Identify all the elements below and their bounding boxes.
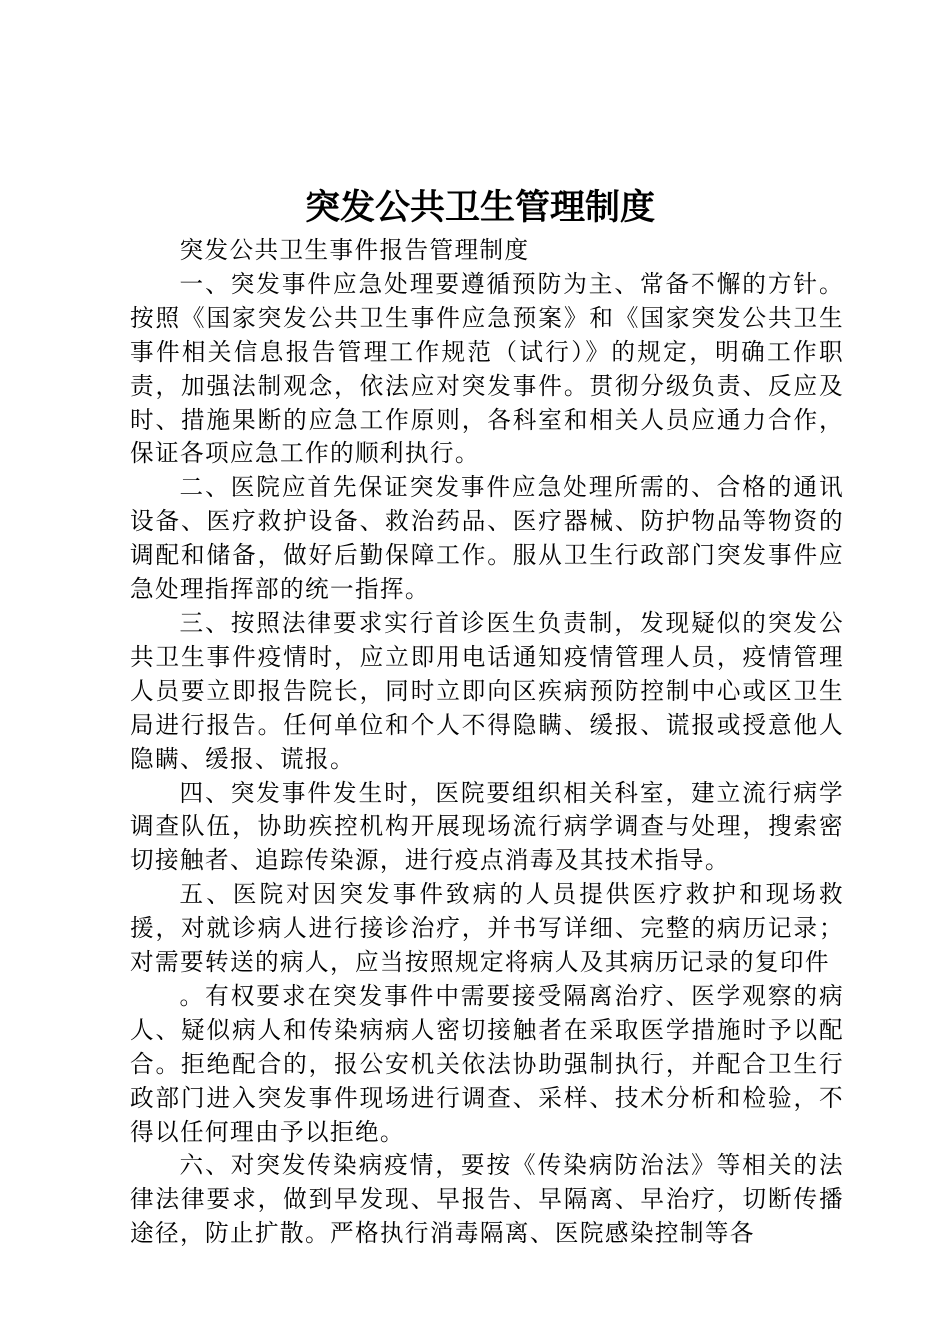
- paragraph-3: 三、按照法律要求实行首诊医生负责制，发现疑似的突发公共卫生事件疫情时，应立即用电话通知疫情管理人员，疫情管理人员要立即报告院长，同时立即向区疾病预防控制中心或区卫生局进行报告。任何单位和个人不得隐瞒、缓报、谎报或授意他人隐瞒、缓报、谎报。: [130, 608, 844, 773]
- paragraph-1: 一、突发事件应急处理要遵循预防为主、常备不懈的方针。按照《国家突发公共卫生事件应急预案》和《国家突发公共卫生事件相关信息报告管理工作规范（试行）》的规定，明确工作职责，加强法制观念，依法应对突发事件。贯彻分级负责、反应及时、措施果断的应急工作原则，各科室和相关人员应通力合作，保证各项应急工作的顺利执行。: [130, 269, 844, 468]
- paragraph-2: 二、医院应首先保证突发事件应急处理所需的、合格的通讯设备、医疗救护设备、救治药品、医疗器械、防护物品等物资的调配和储备，做好后勤保障工作。服从卫生行政部门突发事件应急处理指挥部的统一指挥。: [130, 473, 844, 604]
- section-heading: 突发公共卫生事件报告管理制度: [179, 236, 530, 264]
- document-body: [130, 234, 844, 1251]
- document-title: 突发公共卫生管理制度: [304, 188, 655, 228]
- paragraph-5: 五、医院对因突发事件致病的人员提供医疗救护和现场救援，对就诊病人进行接诊治疗，并书写详细、完整的病历记录；对需要转送的病人，应当按照规定将病人及其病历记录的复印件: [130, 880, 844, 977]
- paragraph-4: 四、突发事件发生时，医院要组织相关科室，建立流行病学调查队伍，协助疾控机构开展现场流行病学调查与处理，搜索密切接触者、追踪传染源，进行疫点消毒及其技术指导。: [130, 778, 844, 875]
- paragraph-6: 六、对突发传染病疫情，要按《传染病防治法》等相关的法律法律要求，做到早发现、早报告、早隔离、早治疗，切断传播途径，防止扩散。严格执行消毒隔离、医院感染控制等各: [130, 1151, 844, 1248]
- paragraph-5-continued: 。有权要求在突发事件中需要接受隔离治疗、医学观察的病人、疑似病人和传染病病人密切接触者在采取医学措施时予以配合。拒绝配合的，报公安机关依法协助强制执行，并配合卫生行政部门进入突发事件现场进行调查、采样、技术分析和检验，不得以任何理由予以拒绝。: [130, 981, 844, 1146]
